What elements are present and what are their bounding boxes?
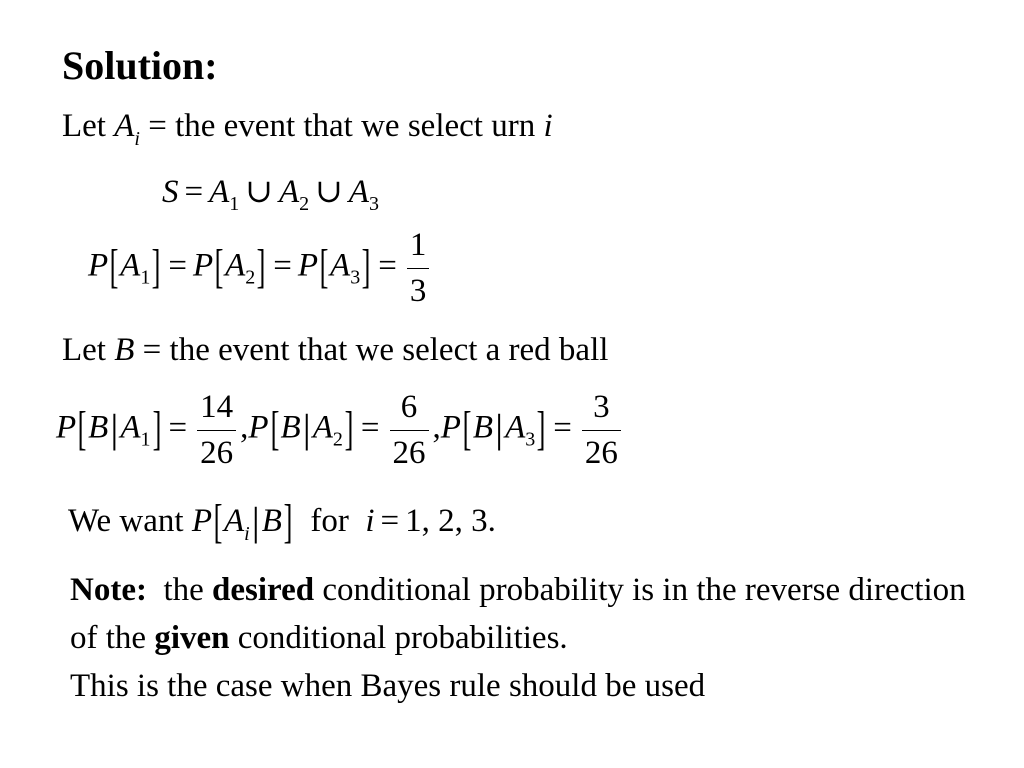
var-a: A: [114, 108, 135, 144]
fraction-cond-1: $\frac{14}{26}$: [197, 390, 236, 470]
definition-text: the event that we select a red ball: [169, 332, 609, 368]
definition-b: [62, 334, 608, 367]
let-word: Let: [62, 332, 106, 368]
fraction-cond-3: $\frac{3}{26}$: [582, 390, 621, 470]
prior-probability-equation: $P[A_1] = P[A_2] = P[A_3]$ = $\frac{1}{3}$: [88, 228, 433, 308]
var-b: B: [114, 332, 135, 368]
note-label: Note:: [70, 572, 147, 608]
definition-text: the event that we select urn: [175, 108, 536, 144]
urn-index: i: [543, 108, 553, 144]
fraction-prior: $\frac{1}{3}$: [407, 228, 430, 308]
sample-space-equation: $S = A_1$ ∪ $A_2$ ∪ $A_3$: [162, 174, 379, 215]
note-paragraph: Note: the desired conditional probability is in the reverse direction of the given conditional probabilities. This is the case when Bayes rule should be used: [70, 572, 966, 704]
goal-for: for: [310, 503, 349, 539]
desired-word: desired: [212, 572, 315, 608]
goal-prefix: We want: [68, 503, 184, 539]
conditional-probability-equation: $P[B|A_1]$ = $\frac{14}{26}$ $,P[B|A_2]$ = $\frac{6}{26}$ $,P[B|A_3]$ = $\frac{3}{26}$: [56, 390, 625, 470]
sub-i: i: [134, 128, 140, 150]
given-word: given: [154, 620, 230, 656]
definition-ai: [62, 110, 553, 149]
equals: =: [142, 332, 162, 368]
fraction-cond-2: $\frac{6}{26}$: [390, 390, 429, 470]
page-title: Solution:: [62, 43, 218, 88]
goal-statement: We want $P[A_i|B]$ for i = 1, 2, 3.: [68, 495, 496, 548]
let-word: Let: [62, 108, 106, 144]
equals: =: [148, 108, 167, 144]
note-line3: This is the case when Bayes rule should be used: [70, 668, 706, 704]
